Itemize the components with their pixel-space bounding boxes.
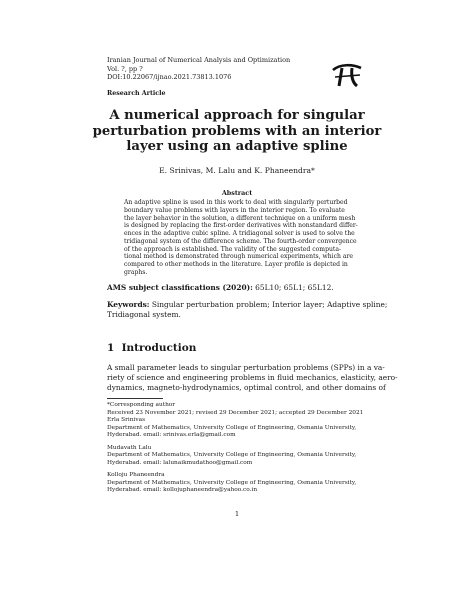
ams-label: AMS subject classifications (2020): [107,283,253,292]
abstract-line: the layer behavior in the solution, a different technique on a uniform mesh [124,214,356,222]
paper-title [80,108,394,155]
abstract-line: is designed by replacing the first-order derivatives with nonstandard differ- [124,222,358,230]
abstract-heading: Abstract [221,189,253,197]
footnotes [107,402,377,495]
title-line: perturbation problems with an interior [92,123,382,139]
journal-logo [330,62,364,88]
author1-name: Erla Srinivas [107,417,146,423]
keywords-value: Singular perturbation problem; Interior layer; Adaptive spline; [149,300,388,309]
body-line: A small parameter leads to singular perturbation problems (SPPs) in a va- [107,363,385,372]
keywords-value: Tridiagonal system. [107,310,181,319]
author3-email: Hyderabad. email: kollojuphaneendra@yahoo.co.in [107,487,258,493]
abstract-line: tional method is demonstrated through numerical experiments, which are [124,253,354,261]
journal-header [107,56,327,82]
abstract-line: compared to other methods in the literature. Layer profile is depicted in [124,261,348,268]
keywords [107,300,388,320]
author1-email: Hyderabad. email: srinivas.erla@gmail.com [107,432,236,438]
author3-name: Kolloju Phaneendra [107,472,165,478]
author2-affiliation: Department of Mathematics, University College of Engineering, Osmania University, [107,452,357,458]
body-line: riety of science and engineering problems in fluid mechanics, elasticity, aero- [107,373,398,383]
author1-affiliation: Department of Mathematics, University College of Engineering, Osmania University, [107,424,357,431]
dates-note: Received 23 November 2021; revised 29 December 2021; accepted 29 December 2021 [107,409,364,416]
journal-name: Iranian Journal of Numerical Analysis and Optimization [107,56,291,64]
intro-paragraph [107,363,398,394]
abstract-line: boundary value problems with layers in the interior region. To evaluate [124,206,345,214]
section-heading [107,342,196,354]
page-number: 1 [234,510,240,518]
journal-doi: DOI:10.22067/ijnao.2021.73813.1076 [107,73,232,82]
section-number: 1 [107,342,115,354]
abstract-line: An adaptive spline is used in this work to deal with singularly perturbed [124,199,348,206]
abstract-line: graphs. [124,268,148,276]
ams-classification [107,283,334,292]
abstract-line: ences in the adaptive cubic spline. A tridiagonal solver is used to solve the [124,230,355,237]
abstract-line: tridiagonal system of the difference scheme. The fourth-order convergence [124,237,357,245]
journal-volume: Vol. ?, pp ? [107,64,143,73]
article-type: Research Article [107,90,166,97]
author3-affiliation: Department of Mathematics, University College of Engineering, Osmania University, [107,479,357,486]
footnote-rule [107,398,163,399]
author2-name: Mudavath Lalu [107,444,152,451]
author-list: E. Srinivas, M. Lalu and K. Phaneendra* [159,166,315,175]
body-line: dynamics, magneto-hydrodynamics, optimal control, and other domains of [107,383,386,393]
title-line: A numerical approach for singular [109,108,365,123]
corresponding-author-note: *Corresponding author [107,402,176,408]
section-title: Introduction [121,342,197,354]
abstract-line: of the approach is established. The validity of the suggested computa- [124,245,342,253]
title-line: layer using an adaptive spline [126,139,348,154]
ams-value: 65L10; 65L1; 65L12. [252,283,334,292]
abstract-text [124,199,358,277]
keywords-label: Keywords: [107,300,150,309]
author2-email: Hyderabad. email: lalunaikmudathoo@gmail.com [107,459,253,466]
